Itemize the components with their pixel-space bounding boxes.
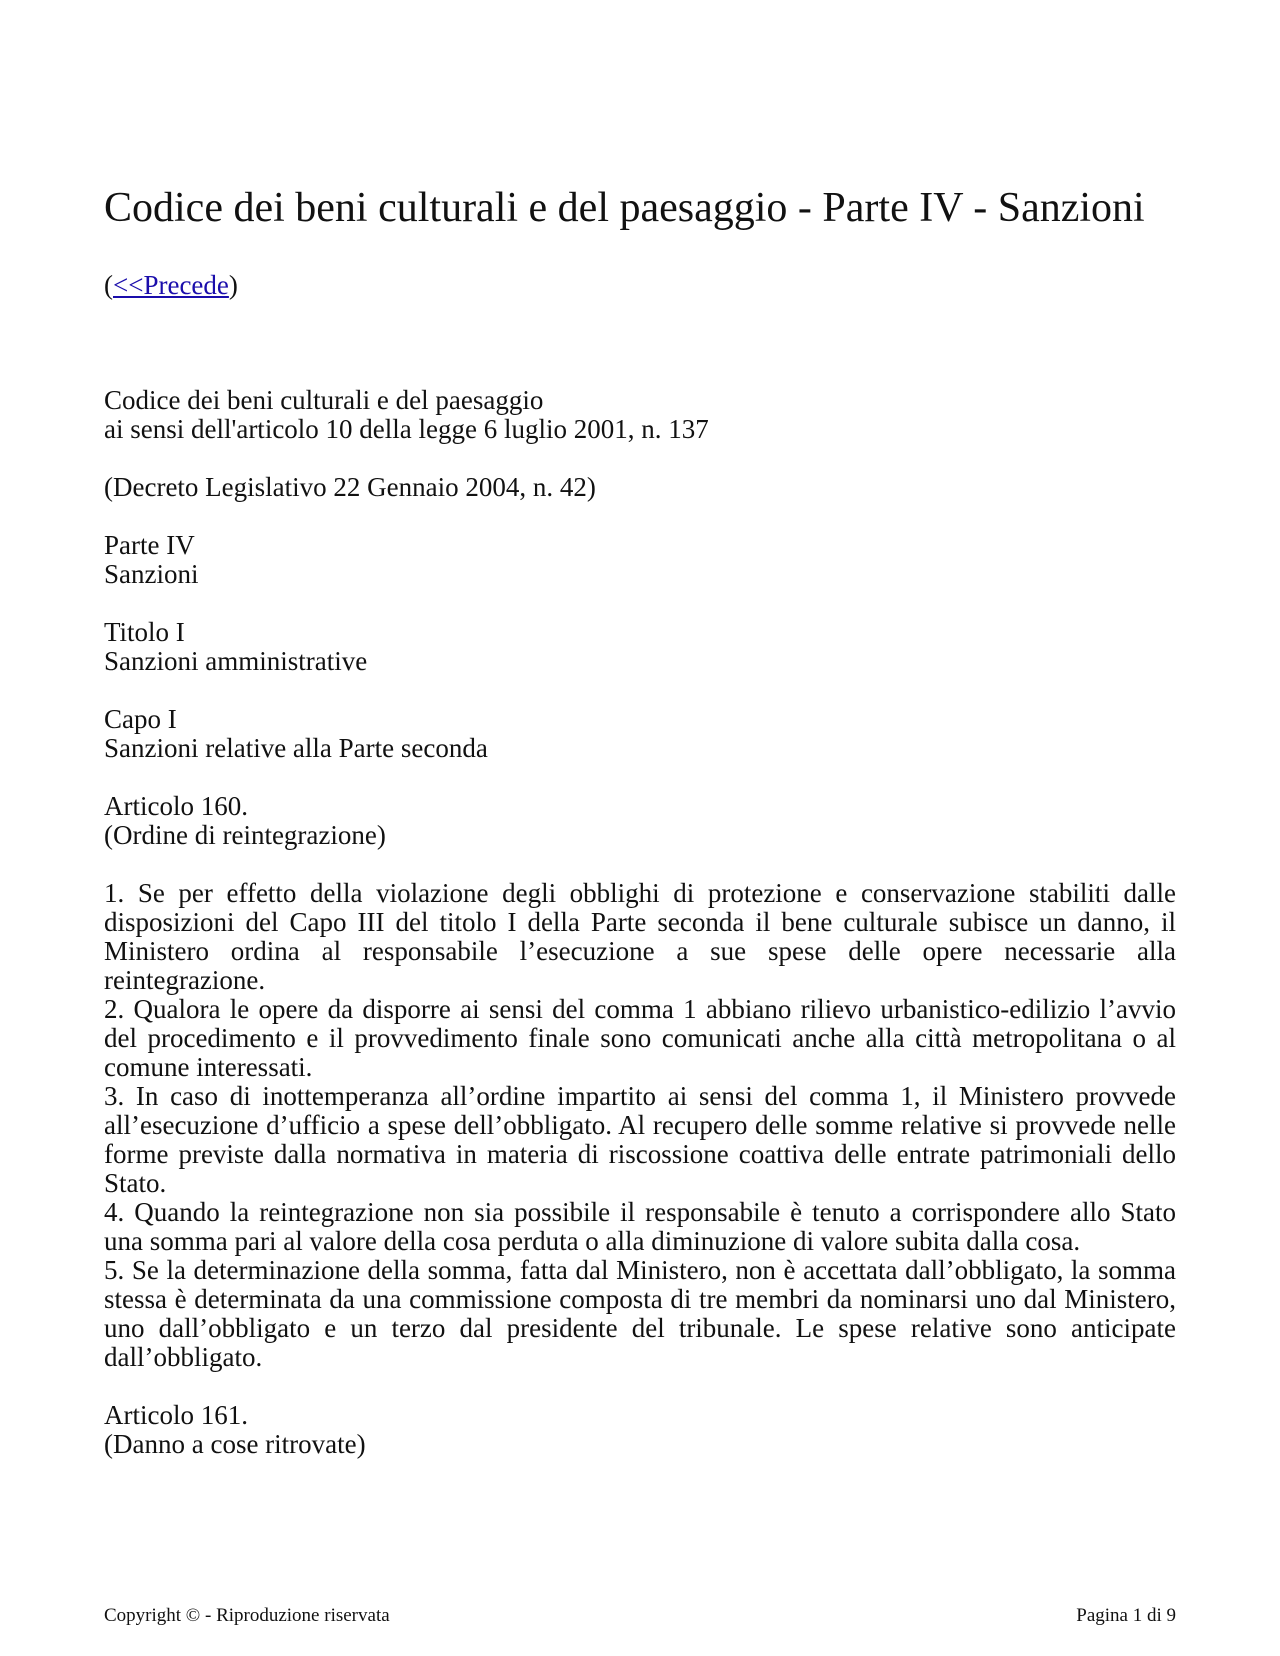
decree-reference: (Decreto Legislativo 22 Gennaio 2004, n. 42) — [104, 472, 596, 502]
article-160-paragraph-1: 1. Se per effetto della violazione degli obblighi di protezione e conservazione stabiliti dalle disposizioni del Capo III del titolo I della Parte seconda il bene culturale subisce un danno, il Ministero ordina al responsabile l’esecuzione a sue spese delle opere necessarie alla reintegrazione. — [104, 878, 1176, 995]
code-title: Codice dei beni culturali e del paesaggio — [104, 385, 544, 415]
footer-copyright: Copyright © - Riproduzione riservata — [104, 1605, 390, 1626]
parte-number: Parte IV — [104, 530, 195, 560]
article-160-paragraph-5: 5. Se la determinazione della somma, fatta dal Ministero, non è accettata dall’obbligato, la somma stessa è determinata da una commissione composta di tre membri da nominarsi uno dal Ministero, uno dall’obbligato e un terzo dal presidente del tribunale. Le spese relative sono anticipate dall’obbligato. — [104, 1255, 1176, 1372]
article-160-title: (Ordine di reintegrazione) — [104, 820, 386, 850]
titolo-name: Sanzioni amministrative — [104, 646, 368, 676]
decree-block — [104, 473, 1176, 502]
capo-number: Capo I — [104, 704, 177, 734]
code-reference: ai sensi dell'articolo 10 della legge 6 luglio 2001, n. 137 — [104, 414, 709, 444]
document-body — [104, 386, 1176, 1488]
titolo-number: Titolo I — [104, 617, 185, 647]
previous-link[interactable]: <<Precede — [113, 270, 229, 300]
article-161-heading — [104, 1401, 1176, 1459]
titolo-block — [104, 618, 1176, 676]
parte-block — [104, 531, 1176, 589]
footer-page-number: Pagina 1 di 9 — [1076, 1605, 1176, 1626]
article-161-number: Articolo 161. — [104, 1400, 248, 1430]
article-160-body — [104, 879, 1176, 1372]
article-160-paragraph-2: 2. Qualora le opere da disporre ai sensi del comma 1 abbiano rilievo urbanistico-edilizio l’avvio del procedimento e il provvedimento finale sono comunicati anche alla città metropolitana o al comune interessati. — [104, 994, 1176, 1082]
parte-name: Sanzioni — [104, 559, 199, 589]
code-header — [104, 386, 1176, 444]
article-161-title: (Danno a cose ritrovate) — [104, 1429, 366, 1459]
article-160-paragraph-4: 4. Quando la reintegrazione non sia possibile il responsabile è tenuto a corrispondere allo Stato una somma pari al valore della cosa perduta o alla diminuzione di valore subita dalla cosa. — [104, 1197, 1176, 1256]
open-paren: ( — [104, 270, 113, 300]
capo-block — [104, 705, 1176, 763]
page-title: Codice dei beni culturali e del paesaggio - Parte IV - Sanzioni — [104, 185, 1145, 231]
close-paren: ) — [228, 270, 238, 300]
article-160-paragraph-3: 3. In caso di inottemperanza all’ordine impartito ai sensi del comma 1, il Ministero provvede all’esecuzione d’ufficio a spese dell’obbligato. Al recupero delle somme relative si provvede nelle forme previste dalla normativa in materia di riscossione coattiva delle entrate patrimoniali dello Stato. — [104, 1081, 1176, 1198]
previous-nav — [104, 268, 238, 302]
article-160-heading — [104, 792, 1176, 850]
article-160-number: Articolo 160. — [104, 791, 248, 821]
capo-name: Sanzioni relative alla Parte seconda — [104, 733, 488, 763]
